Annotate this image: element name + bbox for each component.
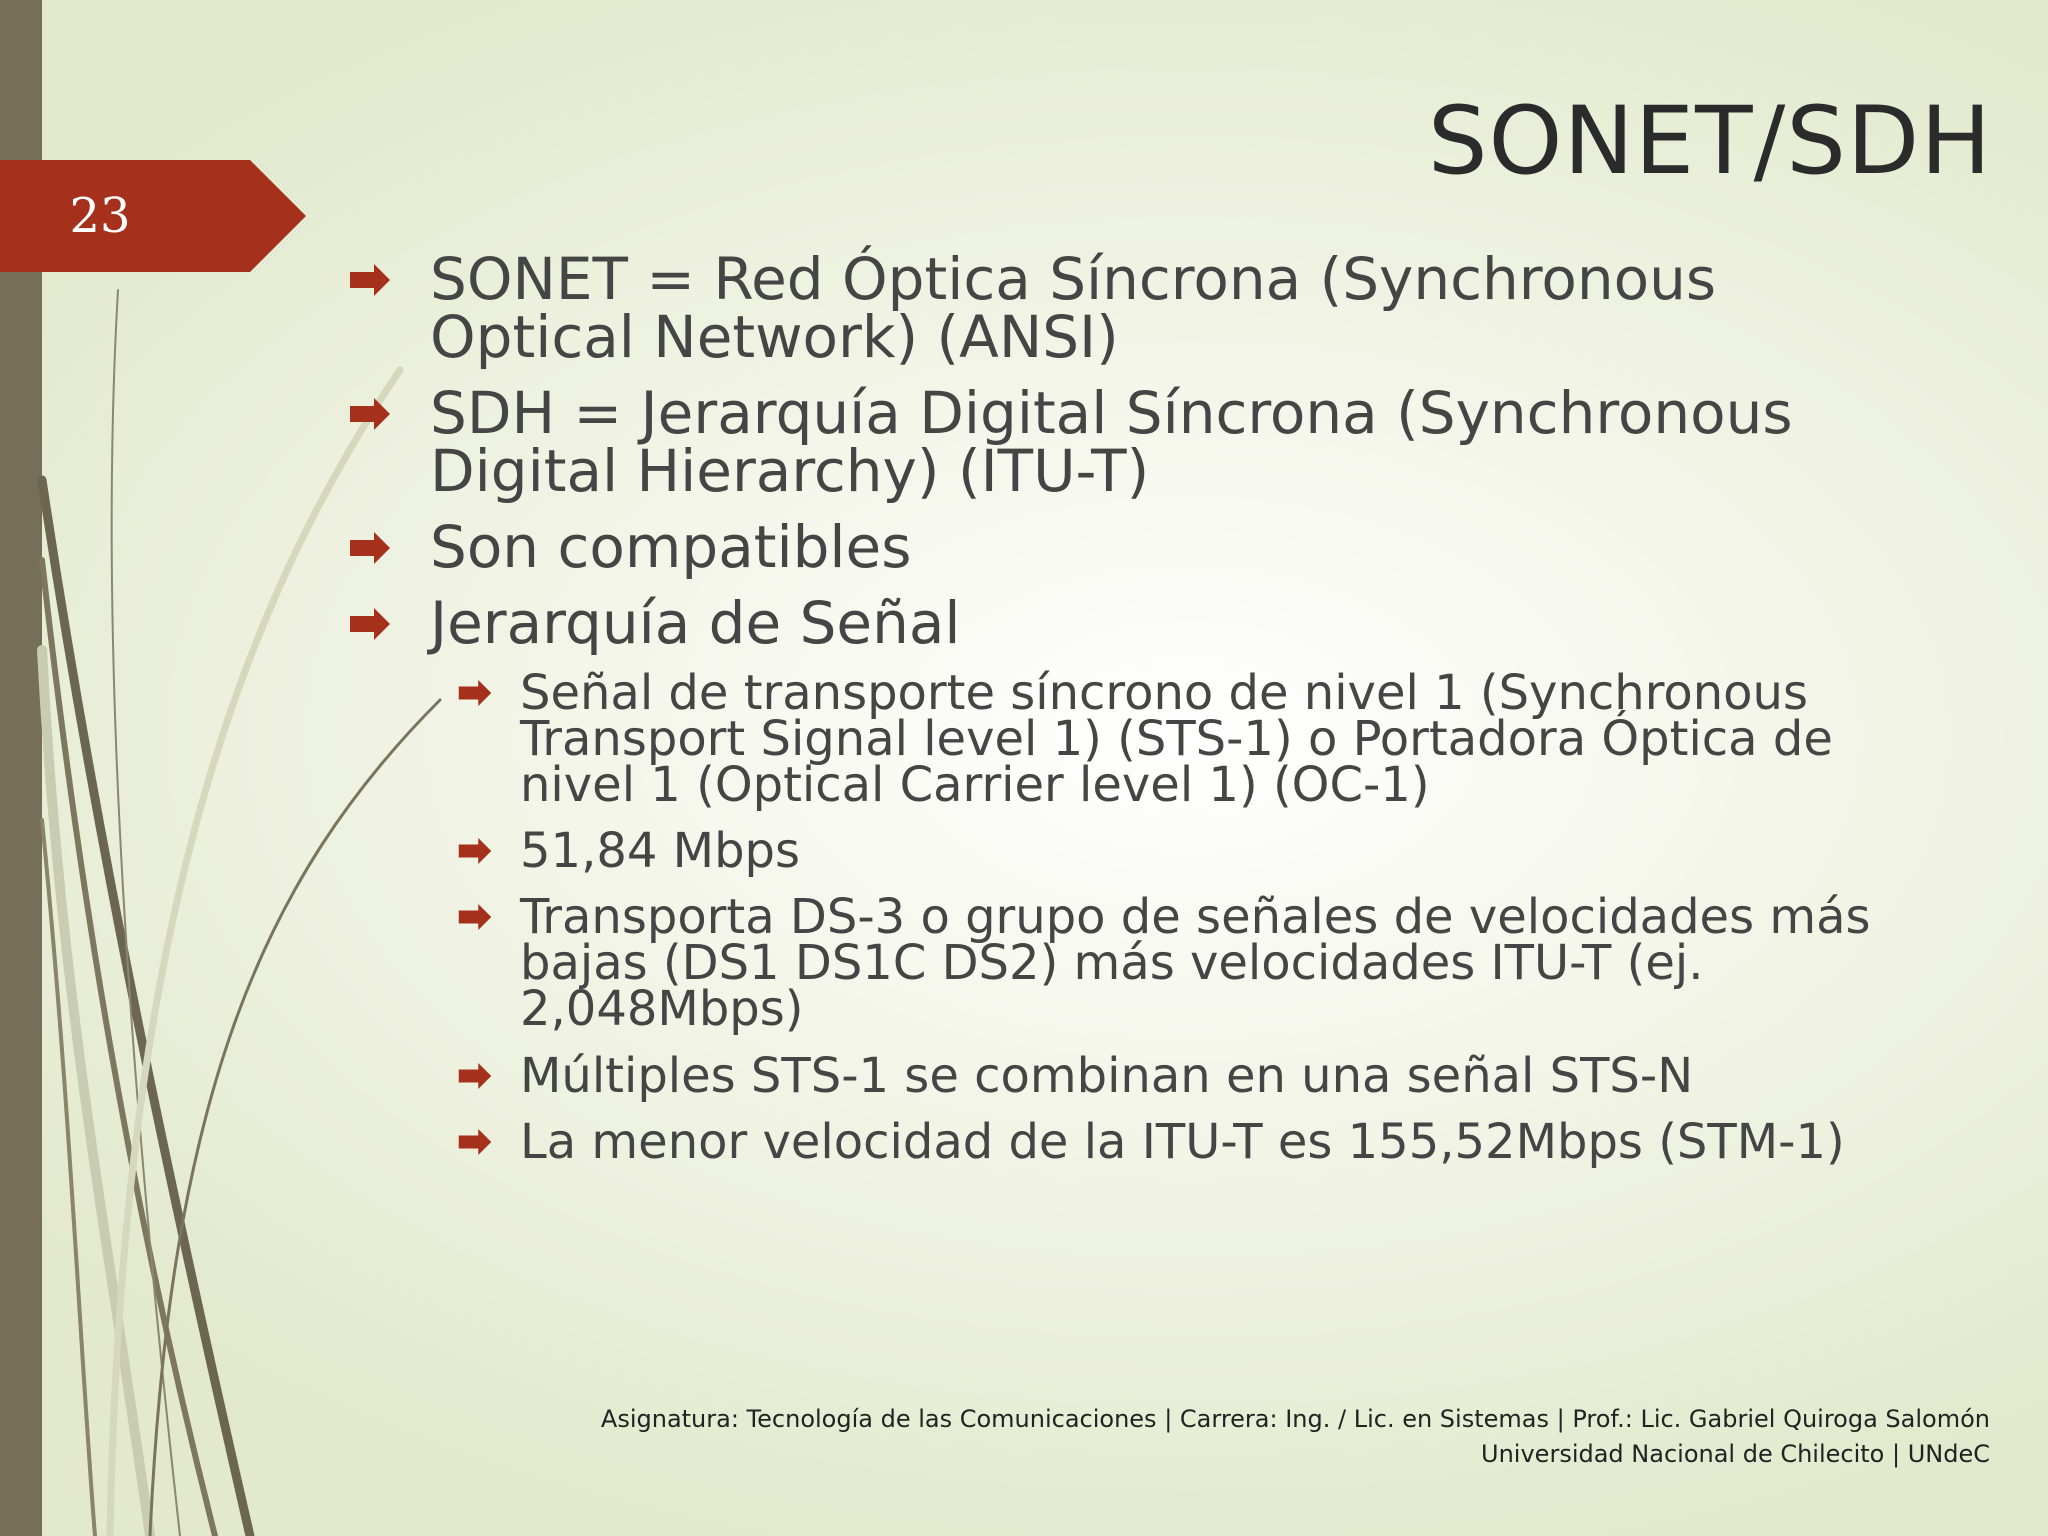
arrow-right-icon — [458, 1063, 492, 1089]
bullet-text: SONET = Red Óptica Síncrona (Synchronous Optical Network) (ANSI) — [430, 245, 1717, 371]
sub-bullet-text: Transporta DS-3 o grupo de señales de velocidades más bajas (DS1 DS1C DS2) más velocidades ITU-T (ej. 2,048Mbps) — [520, 889, 1871, 1038]
arrow-right-icon — [458, 838, 492, 864]
sub-bullet-item — [458, 1047, 1910, 1104]
sub-bullet-text: Señal de transporte síncrono de nivel 1 (Synchronous Transport Signal level 1) (STS-1) o Portadora Óptica de nivel 1 (Optical Carrier level 1) (OC-1) — [520, 665, 1833, 814]
arrow-right-icon — [458, 1129, 492, 1155]
sub-bullet-item — [458, 1113, 1910, 1170]
footer-university: Universidad Nacional de Chilecito | UNdeC — [1481, 1440, 1990, 1468]
sub-bullet-item — [458, 889, 1910, 1038]
slide-number: 23 — [69, 188, 131, 244]
sub-bullet-text: 51,84 Mbps — [520, 823, 801, 880]
arrow-right-icon — [458, 904, 492, 930]
arrow-right-icon — [458, 680, 492, 706]
bullet-item — [350, 245, 1910, 371]
bullet-item — [350, 589, 1910, 657]
arrow-right-icon — [350, 398, 390, 430]
slide-content — [350, 245, 1910, 1185]
sub-bullet-text: Múltiples STS-1 se combinan en una señal STS-N — [520, 1047, 1694, 1104]
bullet-text: Jerarquía de Señal — [430, 589, 961, 657]
arrow-right-icon — [350, 608, 390, 640]
slide-footer — [601, 1402, 1990, 1472]
bullet-text: Son compatibles — [430, 513, 912, 581]
bullet-item — [350, 379, 1910, 505]
bullet-item — [350, 513, 1910, 581]
sub-bullet-item — [458, 665, 1910, 814]
slide-title: SONET/SDH — [1427, 87, 1992, 196]
sub-bullet-item — [458, 823, 1910, 880]
arrow-right-icon — [350, 264, 390, 296]
arrow-right-icon — [350, 532, 390, 564]
bullet-text: SDH = Jerarquía Digital Síncrona (Synchronous Digital Hierarchy) (ITU-T) — [430, 379, 1793, 505]
sub-bullet-text: La menor velocidad de la ITU-T es 155,52Mbps (STM-1) — [520, 1113, 1845, 1170]
footer-course-info: Asignatura: Tecnología de las Comunicaciones | Carrera: Ing. / Lic. en Sistemas | Prof.: Lic. Gabriel Quiroga Salomón — [600, 1405, 1990, 1433]
